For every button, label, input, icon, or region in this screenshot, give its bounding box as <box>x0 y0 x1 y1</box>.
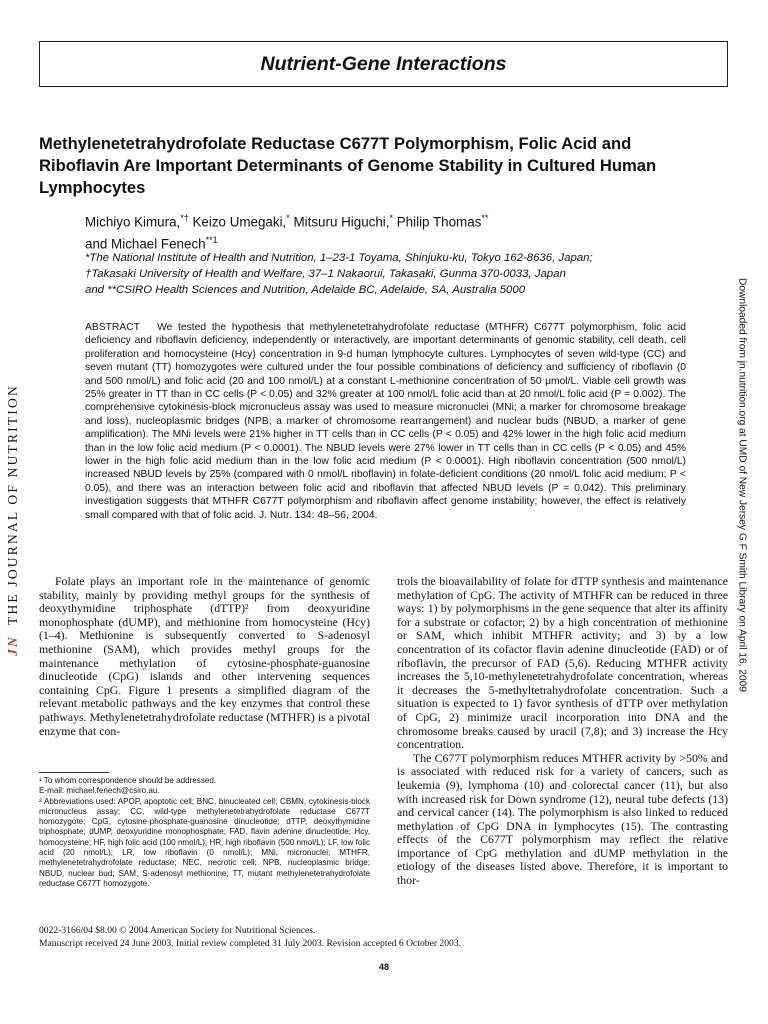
author-affiliation-marker: * <box>286 213 290 223</box>
author-name: Michiyo Kimura, <box>85 214 181 230</box>
footnote-correspondence: ¹ To whom correspondence should be addressed. <box>39 776 217 785</box>
body-paragraph: trols the bioavailability of folate for dTTP synthesis and maintenance methylation of CpG. The activity of MTHFR can be reduced in three ways: 1) by polymorphisms in the gene sequence that alter its affinity for a substrate or cofactor; 2) by a high concentration of methionine or SAM, which inhibit MTHFR activity; and 3) by a low concentration of its cofactor flavin adenine dinucleotide (FAD) or of riboflavin, the precursor of FAD (5,6). Reducing MTHFR activity increases the 5,10-methylenetetrahydrofolate concentration, whereas it decreases the 5-methyltetrahydrofolate concentration. Such a situation is expected to 1) favor synthesis of dTTP over methylation of CpG, 2) minimize uracil incorporation into DNA and the chromosome breaks caused by uracil (7,8); and 3) increase the Hcy concentration. <box>397 574 728 752</box>
abstract <box>85 321 686 522</box>
footnote-abbreviations: ² Abbreviations used: APOP, apoptotic cell; BNC, binucleated cell; CBMN, cytokinesis-block micronucleus assay; CC, wild-type methylenetetrahydrofolate reductase C677T homozygote; CpG, cytosine-phosphate-guanosine dinucleotide; dTTP, deoxythymidine triphosphate; dUMP, deoxyuridine monophosphate; FAD, flavin adenine dinucleotide; Hcy, homocysteine; HF, high folic acid (100 nmol/L); HR, high riboflavin (500 nmol/L); LF, low folic acid (20 nmol/L); LR, low riboflavin (0 nmol/L); MNi, micronuclei; MTHFR, methylenetetrahydrofolate reductase; NEC, necrotic cell; NPB, nucleoplasmic bridge; NBUD, nuclear bud; SAM, S-adenosyl methionine; TT, mutant methylenetetrahydrofolate reductase C677T homozygote. <box>39 796 370 888</box>
abstract-text: We tested the hypothesis that methylenetetrahydrofolate reductase (MTHFR) C677T polymorphism, folic acid deficiency and riboflavin deficiency, independently or interactively, are important determinants of genomic stability, cell death, cell proliferation and homocysteine (Hcy) concentration in 9-d human lymphocyte cultures. Lymphocytes of seven wild-type (CC) and seven mutant (TT) homozygotes were cultured under the four possible combinations of deficiency and sufficiency of riboflavin (0 and 500 nmol/L) and folic acid (20 and 100 nmol/L) at a constant L-methionine concentration of 50 μmol/L. Viable cell growth was 25% greater in TT than in CC cells (P < 0.05) and 32% greater at 100 nmol/L folic acid than at 20 nmol/L folic acid (P = 0.002). The comprehensive cytokinesis-block micronucleus assay was used to measure micronuclei (MNi; a marker for chromosome breakage and loss), nucleoplasmic bridges (NPB; a marker of chromosome rearrangement) and nuclear buds (NBUD, a marker of gene amplification). The MNi levels were 21% higher in TT cells than in CC cells (P < 0.05) and 42% lower in the high folic acid medium than in the low folic acid medium (P < 0.0001). The NBUD levels were 27% lower in TT cells than in CC cells (P < 0.05) and 45% lower in the high folic acid medium than in the low folic acid medium (P < 0.0001). High riboflavin concentration (500 nmol/L) increased NBUD levels by 25% (compared with 0 nmol/L riboflavin) in folate-deficient conditions (20 nmol/L folic acid medium; P < 0.05), and there was an interaction between folic acid and riboflavin that affected NBUD levels (P = 0.042). This preliminary investigation suggests that MTHFR C677T polymorphism and riboflavin affect genome instability; however, the effect is relatively small compared with that of folic acid. <box>85 322 686 521</box>
footnote-divider <box>39 772 109 773</box>
page-number: 48 <box>378 962 389 972</box>
affiliation-2: †Takasaki University of Health and Welfare, 37–1 Nakaorui, Takasaki, Gunma 370-0033, Japan <box>85 268 566 280</box>
abstract-label: ABSTRACT <box>85 322 140 333</box>
section-title: Nutrient-Gene Interactions <box>260 52 507 75</box>
author-affiliation-marker: ** <box>481 213 489 223</box>
article-title: Methylenetetrahydrofolate Reductase C677T Polymorphism, Folic Acid and Riboflavin Are Important Determinants of Genome Stability in Cultured Human Lymphocytes <box>39 134 657 197</box>
publication-notes <box>39 924 729 950</box>
author-name: Keizo Umegaki, <box>188 214 287 230</box>
download-watermark <box>727 278 757 692</box>
affiliation-1: *The National Institute of Health and Nutrition, 1–23-1 Toyama, Shinjuku-ku, Tokyo 162-8636, Japan; <box>85 252 593 264</box>
journal-side-banner <box>0 380 26 660</box>
author-name: Mitsuru Higuchi, <box>289 214 390 230</box>
author-list <box>85 209 685 254</box>
author-name: Philip Thomas <box>393 214 482 230</box>
journal-logo: JN <box>5 635 20 656</box>
journal-name: THE JOURNAL OF NUTRITION <box>5 384 20 626</box>
body-paragraph: The C677T polymorphism reduces MTHFR activity by >50% and is associated with reduced risk for a variety of cancers, such as leukemia (9), lymphoma (10) and colorectal cancer (11), but also with increased risk for Down syndrome (12), neural tube defects (13) and cervical cancer (14). The polymorphism is also linked to reduced methylation of CpG DNA in lymphocytes (15). The contrasting effects of the C677T polymorphism may reflect the relative importance of CpG methylation and dUMP methylation in the etiology of the diseases listed above. Therefore, it is important to thor- <box>397 750 728 888</box>
affiliations <box>85 250 705 298</box>
author-affiliation-marker: *† <box>180 213 189 223</box>
download-note: Downloaded from jn.nutrition.org at UMD of New Jersey G F Smith Library on April 16, 2009 <box>736 278 748 692</box>
author-affiliation-marker: * <box>389 213 394 223</box>
manuscript-dates: Manuscript received 24 June 2003. Initial review completed 31 July 2003. Revision accepted 6 October 2003. <box>39 938 462 949</box>
affiliation-3: and **CSIRO Health Sciences and Nutrition, Adelaide BC, Adelaide, SA, Australia 5000 <box>85 284 526 296</box>
citation: J. Nutr. 134: 48–56, 2004. <box>259 509 378 521</box>
body-column-left <box>39 575 370 738</box>
author-name: and Michael Fenech <box>85 236 206 252</box>
section-header-box <box>39 41 728 87</box>
author-affiliation-marker: **1 <box>205 235 218 246</box>
footnote-email: E-mail: michael.fenech@csiro.au. <box>39 786 160 796</box>
footnotes <box>39 776 370 889</box>
copyright-line: 0022-3166/04 $8.00 © 2004 American Society for Nutritional Sciences. <box>39 925 316 936</box>
body-paragraph: Folate plays an important role in the maintenance of genomic stability, mainly by providing methyl groups for the synthesis of deoxythymidine triphosphate (dTTP)² from deoxyuridine monophosphate (dUMP), and methionine from homocysteine (Hcy) (1–4). Methionine is subsequently converted to S-adenosyl methionine (SAM), which provides methyl groups for the maintenance methylation of cytosine-phosphate-guanosine dinucleotide (CpG) islands and other intervening sequences containing CpG. Figure 1 presents a simplified diagram of the relevant metabolic pathways and the key enzymes that control these pathways. Methylenetetrahydrofolate reductase (MTHFR) is a pivotal enzyme that con- <box>39 574 370 738</box>
body-column-right <box>397 575 728 888</box>
